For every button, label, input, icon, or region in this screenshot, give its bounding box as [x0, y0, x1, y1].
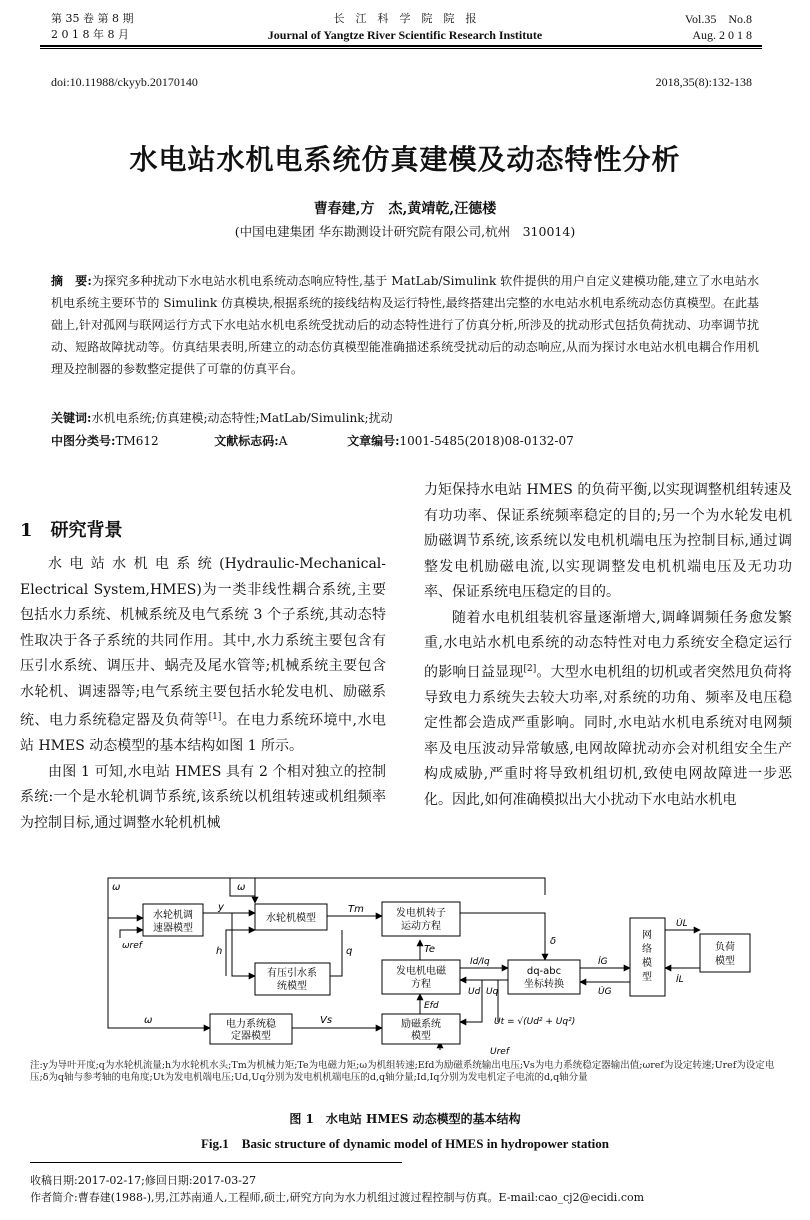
doi: doi:10.11988/ckyyb.20170140	[51, 75, 198, 89]
label-efd: Efd	[424, 1001, 439, 1011]
rotor-block	[382, 902, 460, 936]
header-rule-thin	[40, 48, 762, 49]
figure-caption-cn: 图 1 水电站 HMES 动态模型的基本结构	[289, 1112, 521, 1126]
footnote-rule	[30, 1162, 402, 1163]
governor-block	[143, 904, 203, 936]
figure-1-diagram	[0, 868, 810, 1058]
svg-text:速器模型: 速器模型	[153, 923, 193, 934]
svg-text:型: 型	[642, 972, 652, 983]
citation-ref-2[interactable]: [2]	[523, 663, 537, 674]
doc-code-value: A	[278, 434, 288, 448]
svg-text:有压引水系: 有压引水系	[267, 968, 317, 979]
svg-text:模: 模	[642, 958, 652, 969]
label-id-iq: Id/Iq	[470, 957, 490, 967]
abstract-label: 摘 要:	[51, 274, 92, 288]
received-date: 收稿日期:2017-02-17;修回日期:2017-03-27	[30, 1174, 256, 1187]
load-block	[700, 934, 750, 972]
label-vs: Vs	[320, 1015, 333, 1026]
label-omega-3: ω	[144, 1015, 153, 1026]
label-ig: İG	[598, 957, 608, 967]
label-te: Te	[424, 944, 436, 955]
q-signal-line	[330, 930, 342, 976]
omega-feedback-line	[108, 878, 545, 896]
authors: 曹春建,方 杰,黄靖乾,汪德楼	[313, 201, 497, 217]
svg-text:励磁系统: 励磁系统	[401, 1019, 441, 1030]
figure-caption-en: Fig.1 Basic structure of dynamic model of HMES in hydropower station	[200, 1136, 610, 1151]
svg-text:网: 网	[642, 930, 652, 941]
turbine-block	[255, 904, 327, 930]
date-cn: 2 0 1 8 年 8 月	[51, 28, 129, 41]
right-paragraph-2: 随着水电机组装机容量逐渐增大,调峰调频任务愈发繁重,水电站水机电系统的动态特性对电力系统安全稳定运行的影响日益显现[2]。大型水电机组的切机或者突然甩负荷将导致电力系统失去较大功率,对系统的功角、频率及电压稳定性都会造成严重影响。同时,水电站水机电系统对电网频率及电压波动异常敏感,电网故障扰动亦会对机组安全生产构成威胁,严重时将导致机组切机,致使电网故障进一步恶化。因此,如何准确模拟出大小扰动下水电站水机电	[424, 609, 793, 808]
omega-to-governor	[108, 896, 143, 918]
svg-text:模型: 模型	[715, 956, 735, 967]
article-no-value: 1001-5485(2018)08-0132-07	[399, 434, 574, 448]
svg-text:统模型: 统模型	[277, 981, 307, 992]
label-h: h	[216, 946, 223, 957]
svg-text:定器模型: 定器模型	[231, 1031, 271, 1042]
volume-cn: 第 35 卷 第 8 期	[51, 12, 134, 25]
dq-abc-block	[508, 960, 580, 994]
label-delta: δ	[550, 936, 557, 947]
article-no-label: 文章编号:	[347, 434, 400, 448]
section-1-heading: 1 研究背景	[20, 520, 123, 541]
y-to-penstock	[232, 913, 255, 976]
classification-line	[51, 432, 759, 449]
doc-code-label: 文献标志码:	[214, 434, 279, 448]
clc-value: TM612	[115, 434, 159, 448]
left-paragraph-1: 水电站水机电系统(Hydraulic-Mechanical-Electrical System,HMES)为一类非线性耦合系统,主要包括水力系统、机械系统及电气系统 3 个子系统,其动态特性取决于各子系统的共同作用。其中,水力系统主要包含有压引水系统、调压井、蜗壳及尾水管等;机械系统主要包含水轮机、调速器等;电气系统主要包括水轮发电机、励磁系统、电力系统稳定器及负荷等[1]。在电力系统环境中,水电站 HMES 动态模型的基本结构如图 1 所示。	[20, 556, 386, 755]
date-en: Aug. 2 0 1 8	[692, 28, 752, 42]
electromagnetic-block	[382, 960, 460, 994]
svg-text:坐标转换: 坐标转换	[524, 979, 564, 990]
right-paragraph-1: 力矩保持水电站 HMES 的负荷平衡,以实现调整机组转速及有功功率、保证系统频率稳定的目的;另一个为水轮发电机励磁调节系统,该系统以发电机机端电压为控制目标,通过调整发电机励磁电流,以实现调整发电机机端电压及无功功率、保证系统电压稳定的目的。	[424, 482, 792, 600]
svg-text:dq-abc: dq-abc	[526, 966, 562, 977]
svg-text:模型: 模型	[411, 1031, 431, 1042]
label-tm: Tm	[348, 904, 364, 915]
label-q: q	[346, 946, 353, 957]
label-ul: U̇L	[676, 919, 688, 929]
omega-ref-line	[120, 930, 143, 938]
abstract-text: 为探究多种扰动下水电站水机电系统动态响应特性,基于 MatLab/Simulink 软件提供的用户自定义建模功能,建立了水电站水机电系统主要环节的 Simulink 仿真模块,根据系统的接线结构及运行特性,最终搭建出完整的水电站水机电系统动态仿真模型。在此基础上,针对孤网与联网运行方式下水电站水机电系统受扰动后的动态特性进行了仿真分析,所涉及的扰动形式包括负荷扰动、功率调节扰动、短路故障扰动等。仿真结果表明,所建立的动态仿真模型能准确描述系统受扰动后的动态响应,从而为探讨水电站水机电耦合作用机理及控制器的参数整定提供了可靠的仿真平台。	[51, 274, 759, 376]
clc-label: 中图分类号:	[51, 434, 116, 448]
keywords	[51, 409, 759, 426]
affiliation: (中国电建集团 华东勘测设计研究院有限公司,杭州 310014)	[234, 224, 576, 239]
label-uq: Uq	[486, 987, 499, 997]
svg-text:络: 络	[642, 944, 652, 955]
right-column	[424, 478, 792, 813]
svg-text:水轮机调: 水轮机调	[153, 910, 193, 921]
delta-signal-line	[460, 913, 545, 960]
label-il: İL	[676, 975, 684, 985]
journal-cn: 长 江 科 学 院 院 报	[333, 12, 477, 25]
label-ug: U̇G	[598, 987, 612, 997]
header-rule	[40, 45, 762, 47]
label-omega-2: ω	[237, 882, 246, 893]
svg-text:电力系统稳: 电力系统稳	[226, 1019, 276, 1030]
keywords-label: 关键词:	[51, 411, 92, 425]
keywords-text: 水机电系统;仿真建模;动态特性;MatLab/Simulink;扰动	[91, 411, 393, 425]
label-y: y	[218, 902, 224, 913]
author-bio: 作者简介:曹春建(1988-),男,江苏南通人,工程师,硕士,研究方向为水力机组过渡过程控制与仿真。E-mail:cao_cj2@ecidi.com	[30, 1191, 645, 1204]
label-ud: Ud	[468, 987, 481, 997]
left-paragraph-2: 由图 1 可知,水电站 HMES 具有 2 个相对独立的控制系统:一个是水轮机调节系统,该系统以机组转速或机组频率为控制目标,通过调整水轮机机械	[20, 763, 386, 831]
label-omega-ref: ωref	[122, 941, 142, 951]
abstract	[51, 270, 759, 380]
svg-text:方程: 方程	[411, 979, 431, 990]
label-ut: Ut = √(Ud² + Uq²)	[494, 1017, 576, 1027]
figure-note: 注:y为导叶开度;q为水轮机流量;h为水轮机水头;Tm为机械力矩;Te为电磁力矩;ω为机组转速;Efd为励磁系统输出电压;Vs为电力系统稳定器输出值;ωref为设定转速;Uref为设定电压;δ为q轴与参考轴的电角度;Ut为发电机端电压;Ud,Uq分别为发电机机端电压的d,q轴分量;Id,Iq分别为发电机定子电流的d,q轴分量	[30, 1060, 775, 1083]
pss-block	[210, 1014, 292, 1044]
citation-ref-1[interactable]: [1]	[208, 712, 222, 722]
journal-en: Journal of Yangtze River Scientific Research Institute	[267, 28, 543, 42]
svg-text:水轮机模型: 水轮机模型	[266, 913, 316, 924]
network-block	[630, 918, 665, 996]
label-omega: ω	[112, 882, 121, 893]
exciter-block	[382, 1014, 460, 1044]
svg-text:发电机转子: 发电机转子	[396, 908, 446, 919]
label-uref: Uref	[490, 1047, 509, 1057]
left-column	[20, 552, 386, 836]
paper-title: 水电站水机电系统仿真建模及动态特性分析	[129, 143, 681, 176]
citation: 2018,35(8):132-138	[655, 75, 752, 89]
svg-text:运动方程: 运动方程	[401, 921, 441, 932]
svg-text:负荷: 负荷	[715, 942, 735, 953]
h-signal-line	[226, 930, 255, 976]
volume-en: Vol.35 No.8	[684, 12, 752, 26]
penstock-block	[255, 963, 330, 995]
svg-text:发电机电磁: 发电机电磁	[396, 966, 446, 977]
